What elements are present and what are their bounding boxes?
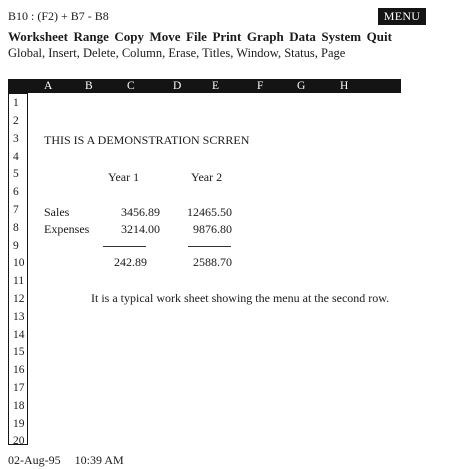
- row-number[interactable]: 2: [13, 115, 19, 127]
- menu-item-file[interactable]: File: [186, 29, 207, 44]
- row-number[interactable]: 1: [13, 97, 19, 109]
- row-header-column: [8, 93, 28, 445]
- row-number[interactable]: 10: [13, 257, 25, 269]
- row-number[interactable]: 12: [13, 293, 25, 305]
- menu-item-graph[interactable]: Graph: [246, 29, 284, 44]
- menu-item-copy[interactable]: Copy: [114, 29, 144, 44]
- column-header-d[interactable]: D: [173, 80, 182, 92]
- cell-sales-label[interactable]: Sales: [44, 205, 70, 219]
- row-number[interactable]: 20: [13, 435, 25, 447]
- column-header-f[interactable]: F: [257, 80, 264, 92]
- column-header-g[interactable]: G: [297, 80, 306, 92]
- underline-rule-year1: [103, 246, 146, 247]
- cell-expenses-year2[interactable]: 9876.80: [193, 222, 232, 236]
- menu-item-system[interactable]: System: [321, 29, 362, 44]
- status-line: [8, 453, 138, 468]
- menu-item-quit[interactable]: Quit: [366, 29, 392, 44]
- cell-year1-header[interactable]: Year 1: [108, 170, 140, 184]
- cell-sales-year1[interactable]: 3456.89: [121, 205, 160, 219]
- cell-result-year1[interactable]: 242.89: [114, 255, 147, 269]
- status-date: 02-Aug-95: [8, 453, 61, 467]
- column-header-bar: [8, 79, 401, 93]
- row-number[interactable]: 18: [13, 400, 25, 412]
- column-header-b[interactable]: B: [85, 80, 93, 92]
- cell-year2-header[interactable]: Year 2: [191, 170, 223, 184]
- row-number[interactable]: 11: [13, 275, 25, 287]
- menu-item-data[interactable]: Data: [289, 29, 316, 44]
- submenu-description: Global, Insert, Delete, Column, Erase, Titles, Window, Status, Page: [8, 46, 346, 60]
- row-number[interactable]: 7: [13, 204, 19, 216]
- row-number[interactable]: 6: [13, 186, 19, 198]
- cell-sales-year2[interactable]: 12465.50: [187, 205, 232, 219]
- cell-expenses-year1[interactable]: 3214.00: [121, 222, 160, 236]
- row-number[interactable]: 13: [13, 311, 25, 323]
- row-number[interactable]: 14: [13, 329, 25, 341]
- row-number[interactable]: 9: [13, 240, 19, 252]
- cell-indicator: B10 : (F2) + B7 - B8: [8, 9, 109, 23]
- column-header-h[interactable]: H: [340, 80, 349, 92]
- row-number[interactable]: 8: [13, 222, 19, 234]
- row-number[interactable]: 19: [13, 418, 25, 430]
- row-number[interactable]: 17: [13, 382, 25, 394]
- cell-result-year2[interactable]: 2588.70: [193, 255, 232, 269]
- column-header-e[interactable]: E: [212, 80, 220, 92]
- row-number[interactable]: 15: [13, 346, 25, 358]
- row-number[interactable]: 3: [13, 133, 19, 145]
- row-number[interactable]: 4: [13, 151, 19, 163]
- column-header-c[interactable]: C: [127, 80, 135, 92]
- menu-item-range[interactable]: Range: [73, 29, 109, 44]
- menu-item-print[interactable]: Print: [212, 29, 242, 44]
- status-time: 10:39 AM: [74, 453, 124, 467]
- underline-rule-year2: [188, 246, 231, 247]
- menu-item-worksheet[interactable]: Worksheet: [8, 29, 68, 44]
- row-number[interactable]: 5: [13, 168, 19, 180]
- cell-title[interactable]: THIS IS A DEMONSTRATION SCRREN: [44, 133, 250, 147]
- column-header-a[interactable]: A: [44, 80, 53, 92]
- mode-indicator: MENU: [378, 8, 426, 25]
- cell-note[interactable]: It is a typical work sheet showing the menu at the second row.: [91, 291, 390, 305]
- row-number[interactable]: 16: [13, 364, 25, 376]
- main-menu: [8, 29, 397, 45]
- cell-expenses-label[interactable]: Expenses: [44, 222, 90, 236]
- menu-item-move[interactable]: Move: [149, 29, 181, 44]
